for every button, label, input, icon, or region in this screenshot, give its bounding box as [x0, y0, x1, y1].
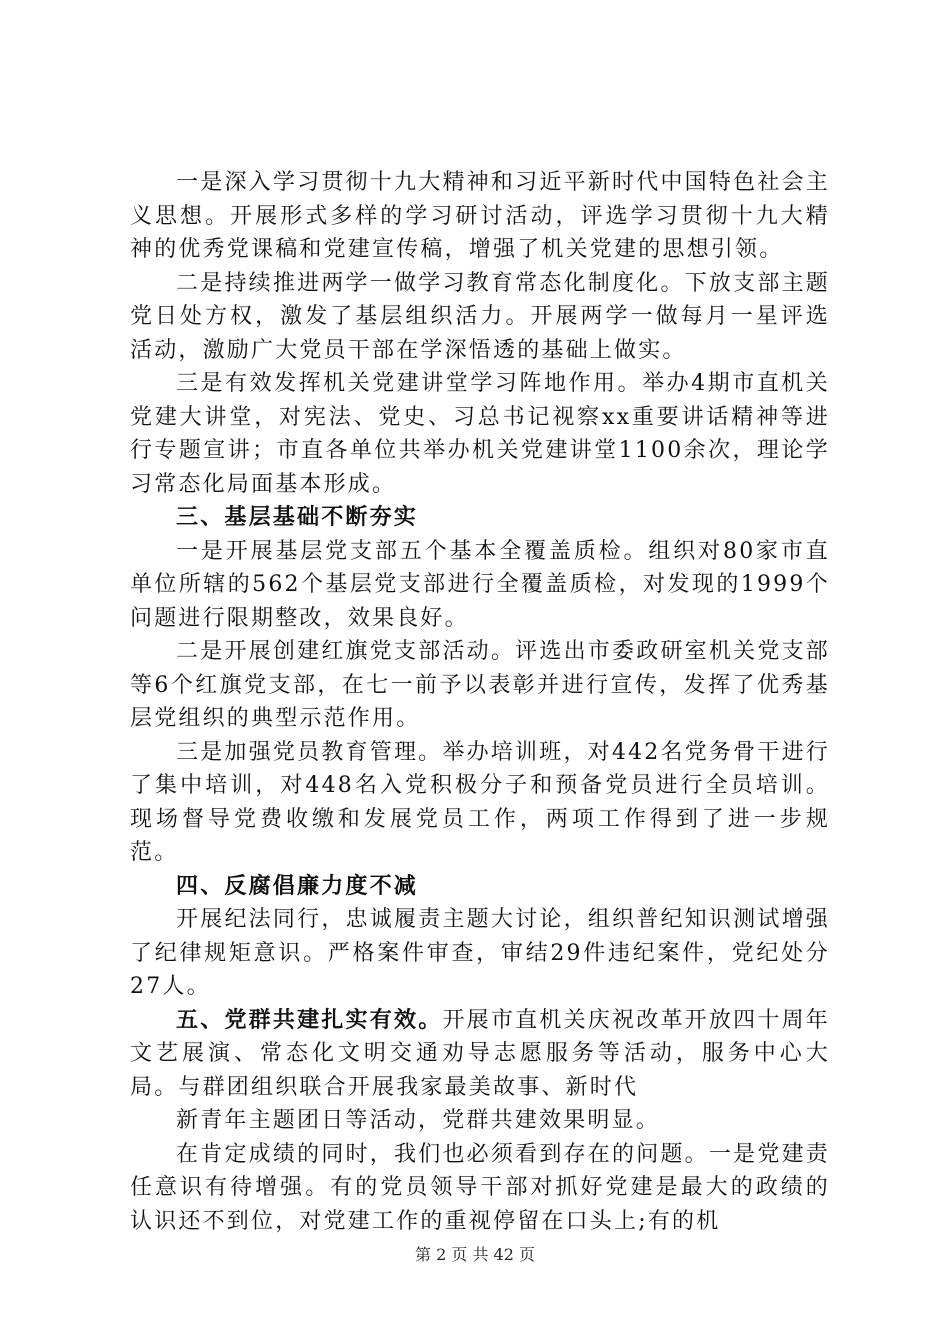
section-heading-grassroots: 三、基层基础不断夯实 — [176, 505, 419, 530]
paragraph-party-lecture-hall: 三是有效发挥机关党建讲堂学习阵地作用。举办4期市直机关党建大讲堂，对宪法、党史、习总书记视察xx重要讲话精神等进行专题宣讲；市直各单位共举办机关党建讲堂1100余次，理论学习常态化局面基本形成。 — [130, 371, 830, 497]
paragraph-study-19th-congress: 一是深入学习贯彻十九大精神和习近平新时代中国特色社会主义思想。开展形式多样的学习研讨活动，评选学习贯彻十九大精神的优秀党课稿和党建宣传稿，增强了机关党建的思想引领。 — [130, 170, 830, 262]
page-number-footer: 第 2 页 共 42 页 — [415, 1245, 535, 1264]
paragraph-member-education: 三是加强党员教育管理。举办培训班，对442名党务骨干进行了集中培训，对448名入党积极分子和预备党员进行全员培训。现场督导党费收缴和发展党员工作，两项工作得到了进一步规范。 — [130, 739, 830, 865]
section-heading-anti-corruption: 四、反腐倡廉力度不减 — [176, 873, 419, 899]
paragraph-red-flag-branch: 二是开展创建红旗党支部活动。评选出市委政研室机关党支部等6个红旗党支部，在七一前予以表彰并进行宣传，发挥了优秀基层党组织的典型示范作用。 — [130, 639, 830, 731]
paragraph-youth-league-day: 新青年主题团日等活动，党群共建效果明显。 — [176, 1108, 661, 1133]
paragraph-party-mass-building — [130, 1004, 830, 1105]
section-heading-party-mass: 五、党群共建扎实有效。 — [176, 1007, 443, 1033]
paragraph-discipline-discussion: 开展纪法同行，忠诚履责主题大讨论，组织普纪知识测试增强了纪律规矩意识。严格案件审查，审结29件违纪案件，党纪处分27人。 — [130, 907, 830, 999]
paragraph-branch-inspection: 一是开展基层党支部五个基本全覆盖质检。组织对80家市直单位所辖的562个基层党支部进行全覆盖质检，对发现的1999个问题进行限期整改，效果良好。 — [130, 538, 830, 631]
document-body — [130, 166, 830, 1238]
paragraph-existing-problems: 在肯定成绩的同时，我们也必须看到存在的问题。一是党建责任意识有待增强。有的党员领导干部对抓好党建是最大的政绩的认识还不到位，对党建工作的重视停留在口头上;有的机 — [130, 1141, 830, 1234]
paragraph-party-mass-text: 开展市直机关庆祝改革开放四十周年文艺展演、常态化文明交通劝导志愿服务等活动，服务中心大局。与群团组织联合开展我家最美故事、新时代 — [130, 1007, 830, 1100]
paragraph-two-studies-one-action: 二是持续推进两学一做学习教育常态化制度化。下放支部主题党日处方权，激发了基层组织活力。开展两学一做每月一星评选活动，激励广大党员干部在学深悟透的基础上做实。 — [130, 270, 830, 363]
